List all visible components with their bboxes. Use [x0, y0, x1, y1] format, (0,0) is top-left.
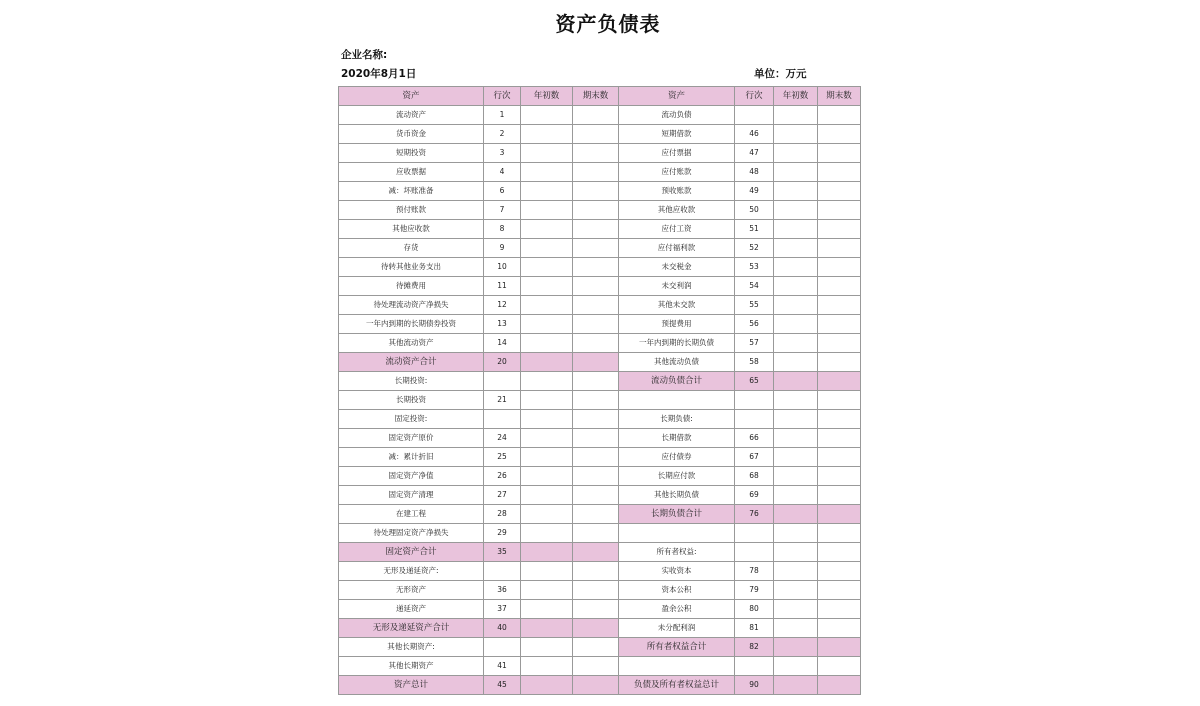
asset-ending-cell: [573, 201, 619, 220]
asset-ending-cell: [573, 391, 619, 410]
asset-beginning-cell: [521, 220, 573, 239]
liability-label-cell: 流动负债合计: [619, 372, 735, 391]
liability-ending-cell: [818, 277, 861, 296]
table-row: [339, 619, 861, 638]
liability-line-cell: 49: [735, 182, 774, 201]
asset-label-cell: 流动资产合计: [339, 353, 484, 372]
liability-beginning-cell: [774, 486, 818, 505]
table-row: [339, 125, 861, 144]
liability-beginning-cell: [774, 296, 818, 315]
asset-beginning-cell: [521, 524, 573, 543]
liability-label-cell: [619, 524, 735, 543]
liability-label-cell: 长期负债:: [619, 410, 735, 429]
asset-beginning-cell: [521, 163, 573, 182]
asset-beginning-cell: [521, 106, 573, 125]
asset-line-cell: 29: [484, 524, 521, 543]
liability-label-cell: 盈余公积: [619, 600, 735, 619]
asset-line-cell: [484, 372, 521, 391]
table-header: [339, 87, 861, 106]
asset-line-cell: 25: [484, 448, 521, 467]
asset-beginning-cell: [521, 543, 573, 562]
liability-label-cell: 应付票据: [619, 144, 735, 163]
asset-beginning-cell: [521, 410, 573, 429]
liability-line-cell: [735, 524, 774, 543]
liability-ending-cell: [818, 467, 861, 486]
asset-beginning-cell: [521, 638, 573, 657]
liability-line-cell: 46: [735, 125, 774, 144]
liability-line-cell: 57: [735, 334, 774, 353]
asset-label-cell: 固定资产净值: [339, 467, 484, 486]
liability-label-cell: 其他未交款: [619, 296, 735, 315]
liability-line-cell: 78: [735, 562, 774, 581]
asset-ending-cell: [573, 296, 619, 315]
liability-ending-cell: [818, 220, 861, 239]
asset-ending-cell: [573, 410, 619, 429]
liability-beginning-cell: [774, 315, 818, 334]
asset-ending-cell: [573, 334, 619, 353]
header-ending: 期末数: [573, 87, 619, 106]
liability-ending-cell: [818, 353, 861, 372]
asset-beginning-cell: [521, 429, 573, 448]
liability-label-cell: 长期负债合计: [619, 505, 735, 524]
balance-sheet-table: [338, 86, 861, 695]
liability-line-cell: 80: [735, 600, 774, 619]
table-row: [339, 277, 861, 296]
asset-ending-cell: [573, 106, 619, 125]
asset-line-cell: 27: [484, 486, 521, 505]
liability-ending-cell: [818, 163, 861, 182]
asset-label-cell: 无形及递延资产:: [339, 562, 484, 581]
table-row: [339, 201, 861, 220]
asset-line-cell: 7: [484, 201, 521, 220]
liability-line-cell: [735, 410, 774, 429]
table-row: [339, 600, 861, 619]
liability-beginning-cell: [774, 201, 818, 220]
liability-line-cell: 51: [735, 220, 774, 239]
liability-ending-cell: [818, 429, 861, 448]
asset-line-cell: 35: [484, 543, 521, 562]
liability-beginning-cell: [774, 239, 818, 258]
asset-ending-cell: [573, 543, 619, 562]
asset-ending-cell: [573, 467, 619, 486]
liability-label-cell: 预提费用: [619, 315, 735, 334]
header-line-no-right: 行次: [735, 87, 774, 106]
liability-label-cell: 长期借款: [619, 429, 735, 448]
asset-label-cell: 货币资金: [339, 125, 484, 144]
asset-line-cell: 3: [484, 144, 521, 163]
asset-ending-cell: [573, 144, 619, 163]
header-ending-right: 期末数: [818, 87, 861, 106]
liability-label-cell: 应付债券: [619, 448, 735, 467]
liability-ending-cell: [818, 562, 861, 581]
header-liabilities: 资产: [619, 87, 735, 106]
liability-label-cell: 一年内到期的长期负债: [619, 334, 735, 353]
asset-beginning-cell: [521, 334, 573, 353]
liability-ending-cell: [818, 391, 861, 410]
asset-beginning-cell: [521, 353, 573, 372]
asset-label-cell: 待处理流动资产净损失: [339, 296, 484, 315]
asset-ending-cell: [573, 562, 619, 581]
liability-label-cell: 预收账款: [619, 182, 735, 201]
liability-line-cell: 50: [735, 201, 774, 220]
asset-label-cell: 长期投资:: [339, 372, 484, 391]
asset-line-cell: 20: [484, 353, 521, 372]
liability-ending-cell: [818, 258, 861, 277]
liability-ending-cell: [818, 505, 861, 524]
asset-label-cell: 无形资产: [339, 581, 484, 600]
asset-beginning-cell: [521, 562, 573, 581]
asset-line-cell: 40: [484, 619, 521, 638]
liability-beginning-cell: [774, 410, 818, 429]
asset-line-cell: 10: [484, 258, 521, 277]
liability-ending-cell: [818, 581, 861, 600]
liability-beginning-cell: [774, 505, 818, 524]
liability-label-cell: 所有者权益合计: [619, 638, 735, 657]
table-row: [339, 353, 861, 372]
asset-ending-cell: [573, 182, 619, 201]
asset-line-cell: 37: [484, 600, 521, 619]
liability-line-cell: 81: [735, 619, 774, 638]
liability-ending-cell: [818, 201, 861, 220]
asset-beginning-cell: [521, 391, 573, 410]
liability-beginning-cell: [774, 353, 818, 372]
liability-label-cell: 未分配利润: [619, 619, 735, 638]
liability-line-cell: [735, 106, 774, 125]
liability-ending-cell: [818, 315, 861, 334]
table-row: [339, 562, 861, 581]
asset-label-cell: 在建工程: [339, 505, 484, 524]
table-row: [339, 163, 861, 182]
header-assets: 资产: [339, 87, 484, 106]
header-row: [339, 87, 861, 106]
table-row: [339, 106, 861, 125]
asset-line-cell: 4: [484, 163, 521, 182]
asset-label-cell: 待摊费用: [339, 277, 484, 296]
liability-line-cell: 56: [735, 315, 774, 334]
asset-line-cell: 26: [484, 467, 521, 486]
asset-beginning-cell: [521, 372, 573, 391]
table-row: [339, 296, 861, 315]
liability-beginning-cell: [774, 562, 818, 581]
liability-ending-cell: [818, 486, 861, 505]
asset-ending-cell: [573, 239, 619, 258]
asset-beginning-cell: [521, 277, 573, 296]
asset-beginning-cell: [521, 448, 573, 467]
liability-label-cell: 其他流动负债: [619, 353, 735, 372]
liability-line-cell: 79: [735, 581, 774, 600]
report-date: 2020年8月1日: [341, 68, 417, 80]
liability-beginning-cell: [774, 467, 818, 486]
table-row: [339, 543, 861, 562]
asset-line-cell: 41: [484, 657, 521, 676]
asset-ending-cell: [573, 315, 619, 334]
asset-ending-cell: [573, 372, 619, 391]
asset-label-cell: 流动资产: [339, 106, 484, 125]
liability-ending-cell: [818, 410, 861, 429]
liability-beginning-cell: [774, 106, 818, 125]
asset-ending-cell: [573, 220, 619, 239]
asset-ending-cell: [573, 505, 619, 524]
liability-beginning-cell: [774, 429, 818, 448]
asset-beginning-cell: [521, 600, 573, 619]
table-row: [339, 657, 861, 676]
asset-beginning-cell: [521, 125, 573, 144]
table-row: [339, 239, 861, 258]
asset-beginning-cell: [521, 467, 573, 486]
asset-beginning-cell: [521, 182, 573, 201]
header-beginning-right: 年初数: [774, 87, 818, 106]
liability-ending-cell: [818, 334, 861, 353]
asset-ending-cell: [573, 258, 619, 277]
table-row: [339, 486, 861, 505]
liability-beginning-cell: [774, 277, 818, 296]
liability-label-cell: 应付福利款: [619, 239, 735, 258]
asset-label-cell: 其他应收款: [339, 220, 484, 239]
asset-ending-cell: [573, 277, 619, 296]
asset-beginning-cell: [521, 676, 573, 695]
liability-ending-cell: [818, 657, 861, 676]
unit-label: 单位：万元: [754, 68, 807, 80]
liability-label-cell: 其他应收款: [619, 201, 735, 220]
asset-line-cell: 21: [484, 391, 521, 410]
liability-line-cell: 82: [735, 638, 774, 657]
liability-ending-cell: [818, 372, 861, 391]
liability-label-cell: 短期借款: [619, 125, 735, 144]
table-row: [339, 410, 861, 429]
liability-label-cell: 资本公积: [619, 581, 735, 600]
liability-ending-cell: [818, 144, 861, 163]
asset-ending-cell: [573, 581, 619, 600]
liability-beginning-cell: [774, 600, 818, 619]
asset-line-cell: [484, 562, 521, 581]
liability-beginning-cell: [774, 334, 818, 353]
asset-line-cell: [484, 410, 521, 429]
liability-line-cell: 68: [735, 467, 774, 486]
asset-line-cell: 45: [484, 676, 521, 695]
asset-beginning-cell: [521, 296, 573, 315]
asset-label-cell: 待处理固定资产净损失: [339, 524, 484, 543]
liability-ending-cell: [818, 182, 861, 201]
liability-beginning-cell: [774, 638, 818, 657]
liability-label-cell: 流动负债: [619, 106, 735, 125]
table-row: [339, 372, 861, 391]
table-row: [339, 638, 861, 657]
liability-line-cell: 90: [735, 676, 774, 695]
company-name-label: 企业名称:: [341, 49, 388, 61]
liability-line-cell: 55: [735, 296, 774, 315]
asset-ending-cell: [573, 676, 619, 695]
asset-line-cell: 2: [484, 125, 521, 144]
liability-beginning-cell: [774, 163, 818, 182]
liability-ending-cell: [818, 524, 861, 543]
liability-label-cell: 其他长期负债: [619, 486, 735, 505]
asset-label-cell: 存货: [339, 239, 484, 258]
liability-ending-cell: [818, 448, 861, 467]
asset-ending-cell: [573, 524, 619, 543]
asset-label-cell: 其他长期资产: [339, 657, 484, 676]
liability-beginning-cell: [774, 581, 818, 600]
liability-beginning-cell: [774, 144, 818, 163]
liability-label-cell: 应付工资: [619, 220, 735, 239]
asset-line-cell: 8: [484, 220, 521, 239]
table-row: [339, 391, 861, 410]
liability-line-cell: 54: [735, 277, 774, 296]
asset-line-cell: 14: [484, 334, 521, 353]
asset-label-cell: 预付账款: [339, 201, 484, 220]
liability-line-cell: [735, 391, 774, 410]
asset-ending-cell: [573, 600, 619, 619]
asset-label-cell: 减：累计折旧: [339, 448, 484, 467]
liability-label-cell: [619, 657, 735, 676]
asset-beginning-cell: [521, 505, 573, 524]
asset-line-cell: 28: [484, 505, 521, 524]
asset-beginning-cell: [521, 315, 573, 334]
table-row: [339, 258, 861, 277]
asset-beginning-cell: [521, 657, 573, 676]
liability-beginning-cell: [774, 182, 818, 201]
liability-beginning-cell: [774, 676, 818, 695]
liability-label-cell: 未交利润: [619, 277, 735, 296]
asset-label-cell: 应收票据: [339, 163, 484, 182]
liability-line-cell: [735, 543, 774, 562]
asset-beginning-cell: [521, 144, 573, 163]
liability-label-cell: 负债及所有者权益总计: [619, 676, 735, 695]
liability-ending-cell: [818, 676, 861, 695]
asset-ending-cell: [573, 125, 619, 144]
liability-beginning-cell: [774, 391, 818, 410]
asset-beginning-cell: [521, 201, 573, 220]
liability-beginning-cell: [774, 220, 818, 239]
liability-beginning-cell: [774, 657, 818, 676]
liability-line-cell: 67: [735, 448, 774, 467]
liability-label-cell: 未交税金: [619, 258, 735, 277]
liability-line-cell: 58: [735, 353, 774, 372]
table-body: [339, 106, 861, 695]
asset-line-cell: 36: [484, 581, 521, 600]
document-title: 资产负债表: [555, 12, 661, 36]
asset-line-cell: 11: [484, 277, 521, 296]
liability-ending-cell: [818, 619, 861, 638]
asset-line-cell: 1: [484, 106, 521, 125]
table-row: [339, 467, 861, 486]
liability-beginning-cell: [774, 125, 818, 144]
liability-beginning-cell: [774, 448, 818, 467]
asset-beginning-cell: [521, 581, 573, 600]
asset-beginning-cell: [521, 258, 573, 277]
asset-ending-cell: [573, 657, 619, 676]
header-line-no: 行次: [484, 87, 521, 106]
asset-beginning-cell: [521, 239, 573, 258]
liability-beginning-cell: [774, 258, 818, 277]
asset-beginning-cell: [521, 619, 573, 638]
liability-beginning-cell: [774, 524, 818, 543]
asset-label-cell: 减：坏账准备: [339, 182, 484, 201]
asset-line-cell: 9: [484, 239, 521, 258]
liability-line-cell: 48: [735, 163, 774, 182]
asset-label-cell: 长期投资: [339, 391, 484, 410]
liability-ending-cell: [818, 296, 861, 315]
asset-ending-cell: [573, 353, 619, 372]
table-row: [339, 315, 861, 334]
liability-ending-cell: [818, 638, 861, 657]
asset-label-cell: 一年内到期的长期债券投资: [339, 315, 484, 334]
asset-ending-cell: [573, 429, 619, 448]
liability-label-cell: 应付账款: [619, 163, 735, 182]
table-row: [339, 676, 861, 695]
table-row: [339, 144, 861, 163]
liability-line-cell: 66: [735, 429, 774, 448]
asset-ending-cell: [573, 163, 619, 182]
liability-ending-cell: [818, 125, 861, 144]
liability-ending-cell: [818, 239, 861, 258]
asset-ending-cell: [573, 448, 619, 467]
asset-label-cell: 短期投资: [339, 144, 484, 163]
liability-beginning-cell: [774, 372, 818, 391]
table-row: [339, 334, 861, 353]
asset-ending-cell: [573, 486, 619, 505]
table-row: [339, 524, 861, 543]
asset-line-cell: 12: [484, 296, 521, 315]
asset-label-cell: 无形及递延资产合计: [339, 619, 484, 638]
table-row: [339, 448, 861, 467]
liability-line-cell: 47: [735, 144, 774, 163]
asset-label-cell: 其他长期资产:: [339, 638, 484, 657]
liability-beginning-cell: [774, 543, 818, 562]
liability-line-cell: 76: [735, 505, 774, 524]
liability-line-cell: [735, 657, 774, 676]
table-row: [339, 220, 861, 239]
asset-beginning-cell: [521, 486, 573, 505]
asset-label-cell: 固定资产原价: [339, 429, 484, 448]
asset-line-cell: 24: [484, 429, 521, 448]
asset-ending-cell: [573, 638, 619, 657]
table-row: [339, 505, 861, 524]
asset-label-cell: 其他流动资产: [339, 334, 484, 353]
liability-label-cell: 实收资本: [619, 562, 735, 581]
liability-label-cell: 所有者权益:: [619, 543, 735, 562]
asset-label-cell: 固定资产合计: [339, 543, 484, 562]
asset-label-cell: 递延资产: [339, 600, 484, 619]
liability-ending-cell: [818, 106, 861, 125]
liability-ending-cell: [818, 600, 861, 619]
header-beginning: 年初数: [521, 87, 573, 106]
table-row: [339, 182, 861, 201]
liability-line-cell: 53: [735, 258, 774, 277]
asset-label-cell: 固定资产清理: [339, 486, 484, 505]
asset-label-cell: 待转其他业务支出: [339, 258, 484, 277]
table-row: [339, 581, 861, 600]
asset-line-cell: 13: [484, 315, 521, 334]
asset-line-cell: 6: [484, 182, 521, 201]
liability-line-cell: 69: [735, 486, 774, 505]
liability-ending-cell: [818, 543, 861, 562]
liability-line-cell: 52: [735, 239, 774, 258]
liability-label-cell: 长期应付款: [619, 467, 735, 486]
asset-label-cell: 固定投资:: [339, 410, 484, 429]
liability-line-cell: 65: [735, 372, 774, 391]
liability-label-cell: [619, 391, 735, 410]
liability-beginning-cell: [774, 619, 818, 638]
asset-label-cell: 资产总计: [339, 676, 484, 695]
asset-line-cell: [484, 638, 521, 657]
asset-ending-cell: [573, 619, 619, 638]
table-row: [339, 429, 861, 448]
